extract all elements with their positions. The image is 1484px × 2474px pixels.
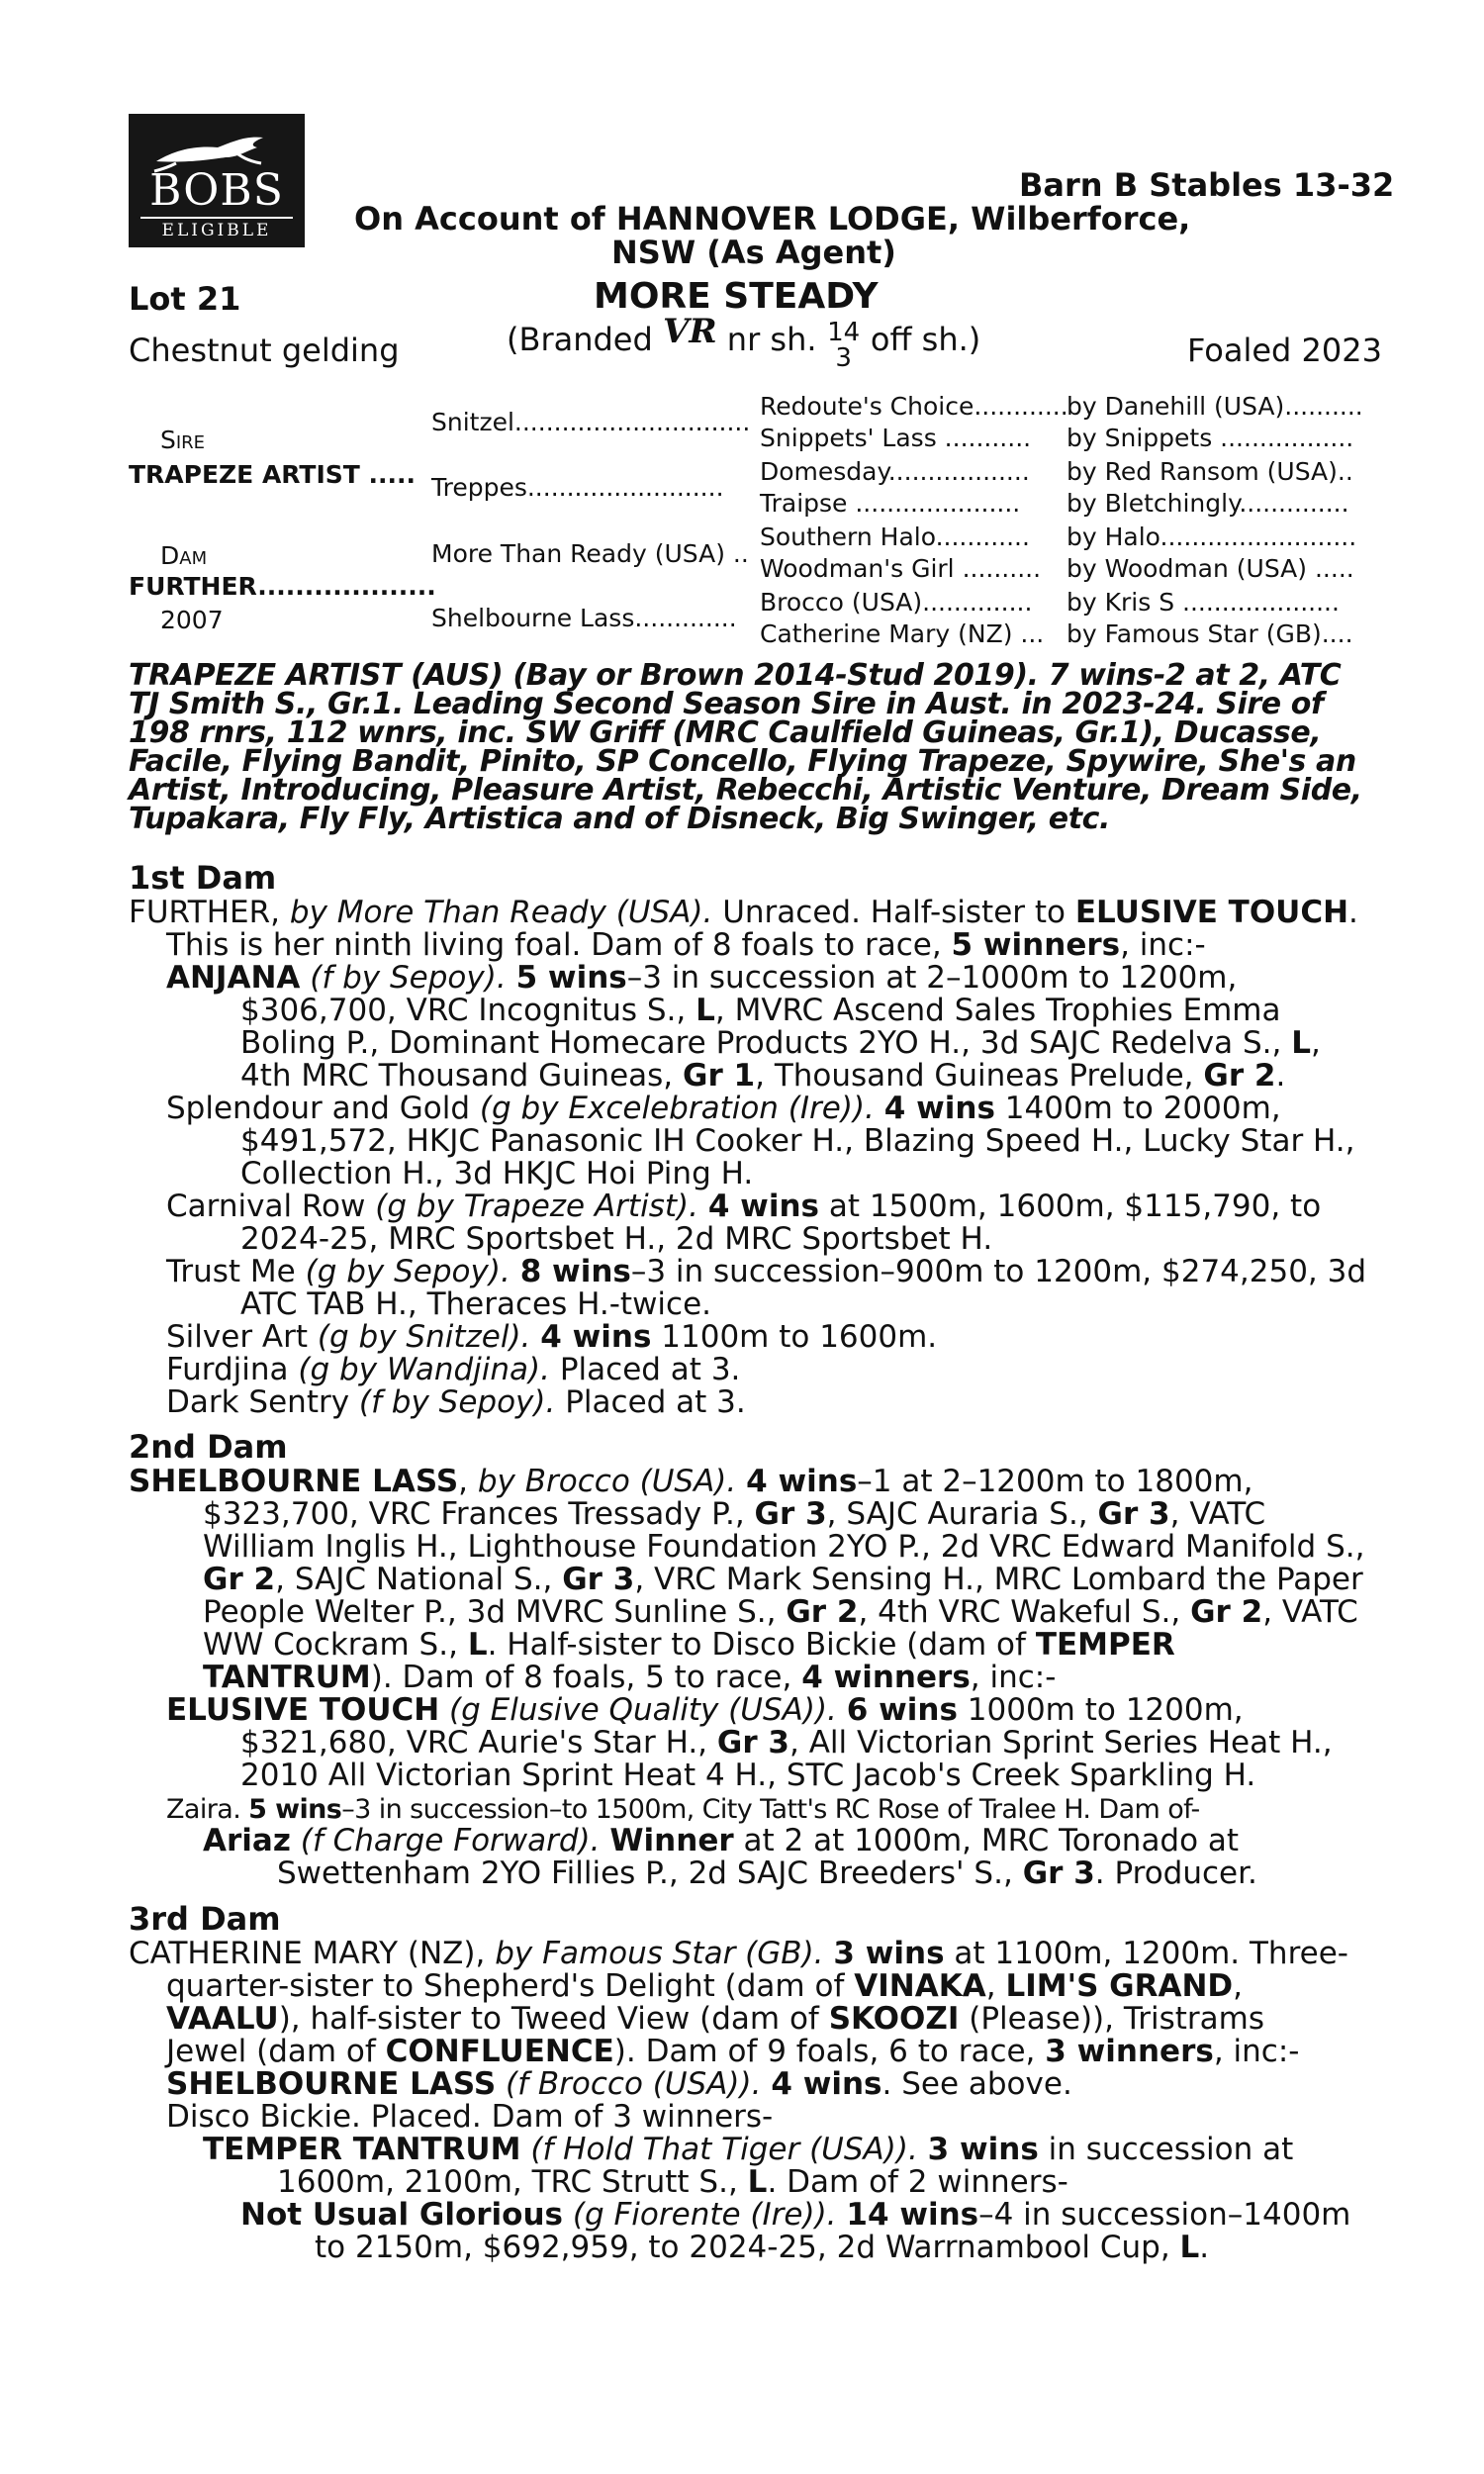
pedigree-g3-2: Snippets' Lass ........... (760, 424, 1032, 452)
brand-off: off sh.) (870, 321, 981, 358)
pedigree-g2-4: Shelbourne Lass............. (431, 604, 737, 632)
vendor-line-1: On Account of HANNOVER LODGE, Wilberforce, (354, 200, 1191, 238)
first-dam-heading: 1st Dam (129, 859, 277, 897)
pedigree-g3-sire-7: by Kris S .................... (1067, 588, 1340, 617)
pedigree-g3-7: Brocco (USA).............. (760, 588, 1033, 617)
first-dam-line-3: ANJANA (f by Sepoy). 5 wins–3 in succession at 2–1000m to 1200m, (166, 960, 1238, 996)
third-dam-line-10: to 2150m, $692,959, to 2024-25, 2d Warrnambool Cup, L. (315, 2230, 1210, 2265)
third-dam-line-9: Not Usual Glorious (g Fiorente (Ire)). 14 wins–4 in succession–1400m (240, 2197, 1351, 2233)
vendor-line-2: NSW (As Agent) (611, 234, 896, 271)
first-dam-line-9: Collection H., 3d HKJC Hoi Ping H. (240, 1156, 754, 1191)
first-dam-line-6: 4th MRC Thousand Guineas, Gr 1, Thousand Guineas Prelude, Gr 2. (240, 1058, 1286, 1094)
pedigree-g3-sire-4: by Bletchingly.............. (1067, 489, 1349, 518)
barn-location: Barn B Stables 13-32 (1019, 166, 1395, 204)
brand-description (507, 312, 981, 373)
pedigree-g3-3: Domesday.................. (760, 457, 1030, 486)
logo-text-bobs: BOBS (149, 165, 284, 216)
sire-summary: TRAPEZE ARTIST (AUS) (Bay or Brown 2014-Stud 2019). 7 wins-2 at 2, ATC TJ Smith S., Gr.1. Leading Second Season Sire in Aust. in 2023-24. Sire of 198 rnrs, 112 wnrs, inc. SW Griff (MRC Caulfield Guineas, Gr.1), Ducasse, Facile, Flying Bandit, Pinito, SP Concello, Flying Trapeze, Spywire, She's an Artist, Introducing, Pleasure Artist, Rebecchi, Artistic Venture, Dream Side, Tupakara, Fly Fly, Artistica and of Disneck, Big Swinger, etc. (129, 658, 1362, 836)
first-dam-line-15: Furdjina (g by Wandjina). Placed at 3. (166, 1352, 741, 1387)
third-dam-line-6: Disco Bickie. Placed. Dam of 3 winners- (166, 2099, 774, 2135)
pedigree-g3-sire-6: by Woodman (USA) ..... (1067, 554, 1354, 583)
second-dam-line-3: William Inglis H., Lighthouse Foundation 2YO P., 2d VRC Edward Manifold S., (203, 1529, 1365, 1565)
first-dam-line-16: Dark Sentry (f by Sepoy). Placed at 3. (166, 1384, 746, 1420)
second-dam-line-5: People Welter P., 3d MVRC Sunline S., Gr 2, 4th VRC Wakeful S., Gr 2, VATC (203, 1594, 1358, 1630)
sire-label: Sire (160, 426, 206, 454)
first-dam-line-11: 2024-25, MRC Sportsbet H., 2d MRC Sportsbet H. (240, 1221, 993, 1257)
first-dam-line-13: ATC TAB H., Theraces H.-twice. (240, 1286, 712, 1322)
second-dam-line-1: SHELBOURNE LASS, by Brocco (USA). 4 wins–1 at 2–1200m to 1800m, (129, 1464, 1253, 1499)
third-dam-line-4: Jewel (dam of CONFLUENCE). Dam of 9 foals, 6 to race, 3 winners, inc:- (166, 2034, 1300, 2069)
pedigree-g2-2: Treppes......................... (431, 473, 724, 502)
second-dam-line-4: Gr 2, SAJC National S., Gr 3, VRC Mark Sensing H., MRC Lombard the Paper (203, 1562, 1363, 1597)
pedigree-g3-sire-2: by Snippets ................. (1067, 424, 1354, 452)
second-dam-line-6: WW Cockram S., L. Half-sister to Disco Bickie (dam of TEMPER (203, 1627, 1175, 1663)
bobs-eligible-logo (129, 114, 305, 247)
second-dam-line-11: Zaira. 5 wins–3 in succession–to 1500m, City Tatt's RC Rose of Tralee H. Dam of- (166, 1794, 1200, 1825)
dam-label: Dam (160, 541, 208, 570)
first-dam-line-14: Silver Art (g by Snitzel). 4 wins 1100m to 1600m. (166, 1319, 938, 1355)
first-dam-line-8: $491,572, HKJC Panasonic IH Cooker H., Blazing Speed H., Lucky Star H., (240, 1123, 1355, 1159)
pedigree-g3-8: Catherine Mary (NZ) ... (760, 619, 1045, 648)
pedigree-g3-5: Southern Halo............ (760, 523, 1030, 551)
third-dam-line-3: VAALU), half-sister to Tweed View (dam of SKOOZI (Please)), Tristrams (166, 2001, 1264, 2037)
brand-num-bottom: 3 (835, 343, 852, 373)
brand-prefix: (Branded (507, 321, 653, 358)
brand-num-top: 14 (827, 318, 861, 347)
second-dam-line-7: TANTRUM). Dam of 8 foals, 5 to race, 4 winners, inc:- (203, 1660, 1057, 1695)
pedigree-g3-sire-8: by Famous Star (GB).... (1067, 619, 1353, 648)
pedigree-g2-3: More Than Ready (USA) .. (431, 539, 749, 568)
pedigree-g3-sire-5: by Halo......................... (1067, 523, 1357, 551)
horse-color-sex: Chestnut gelding (129, 332, 400, 369)
first-dam-line-12: Trust Me (g by Sepoy). 8 wins–3 in succession–900m to 1200m, $274,250, 3d (166, 1254, 1367, 1289)
pedigree-g3-sire-1: by Danehill (USA).......... (1067, 392, 1363, 421)
logo-text-eligible: ELIGIBLE (140, 217, 293, 240)
second-dam-line-9: $321,680, VRC Aurie's Star H., Gr 3, All Victorian Sprint Series Heat H., (240, 1725, 1333, 1760)
first-dam-line-4: $306,700, VRC Incognitus S., L, MVRC Ascend Sales Trophies Emma (240, 993, 1281, 1028)
third-dam-heading: 3rd Dam (129, 1900, 281, 1938)
third-dam-line-2: quarter-sister to Shepherd's Delight (dam of VINAKA, LIM'S GRAND, (166, 1968, 1244, 2004)
first-dam-line-5: Boling P., Dominant Homecare Products 2YO H., 3d SAJC Redelva S., L, (240, 1025, 1321, 1061)
pedigree-g3-4: Traipse ..................... (760, 489, 1021, 518)
dam-year: 2007 (160, 606, 224, 634)
third-dam-line-5: SHELBOURNE LASS (f Brocco (USA)). 4 wins. See above. (166, 2066, 1072, 2102)
second-dam-line-2: $323,700, VRC Frances Tressady P., Gr 3, SAJC Auraria S., Gr 3, VATC (203, 1496, 1266, 1532)
pedigree-g3-1: Redoute's Choice............ (760, 392, 1068, 421)
brand-nr: nr sh. (726, 321, 817, 358)
brand-mark: VR (662, 312, 717, 351)
first-dam-line-1: FURTHER, by More Than Ready (USA). Unraced. Half-sister to ELUSIVE TOUCH. (129, 895, 1358, 930)
pedigree-g3-6: Woodman's Girl .......... (760, 554, 1042, 583)
pedigree-g3-sire-3: by Red Ransom (USA).. (1067, 457, 1353, 486)
first-dam-line-7: Splendour and Gold (g by Excelebration (Ire)). 4 wins 1400m to 2000m, (166, 1091, 1281, 1126)
horse-name: MORE STEADY (594, 276, 879, 317)
second-dam-line-8: ELUSIVE TOUCH (g Elusive Quality (USA)). 6 wins 1000m to 1200m, (166, 1692, 1244, 1728)
second-dam-line-13: Swettenham 2YO Fillies P., 2d SAJC Breeders' S., Gr 3. Producer. (277, 1856, 1257, 1891)
first-dam-line-10: Carnival Row (g by Trapeze Artist). 4 wins at 1500m, 1600m, $115,790, to (166, 1189, 1322, 1224)
second-dam-heading: 2nd Dam (129, 1428, 288, 1466)
lot-number: Lot 21 (129, 280, 241, 318)
second-dam-line-10: 2010 All Victorian Sprint Heat 4 H., STC Jacob's Creek Sparkling H. (240, 1758, 1256, 1793)
third-dam-line-7: TEMPER TANTRUM (f Hold That Tiger (USA)). 3 wins in succession at (203, 2132, 1294, 2167)
third-dam-line-8: 1600m, 2100m, TRC Strutt S., L. Dam of 2 winners- (277, 2164, 1068, 2200)
foaled-year: Foaled 2023 (1187, 332, 1382, 369)
brand-fraction (827, 318, 861, 373)
sire-name: TRAPEZE ARTIST ..... (129, 460, 417, 489)
second-dam-line-12: Ariaz (f Charge Forward). Winner at 2 at 1000m, MRC Toronado at (203, 1823, 1240, 1858)
dam-name: FURTHER................... (129, 572, 436, 601)
pedigree-g2-1: Snitzel.............................. (431, 408, 751, 436)
first-dam-line-2: This is her ninth living foal. Dam of 8 foals to race, 5 winners, inc:- (166, 927, 1206, 963)
third-dam-line-1: CATHERINE MARY (NZ), by Famous Star (GB). 3 wins at 1100m, 1200m. Three- (129, 1936, 1348, 1971)
